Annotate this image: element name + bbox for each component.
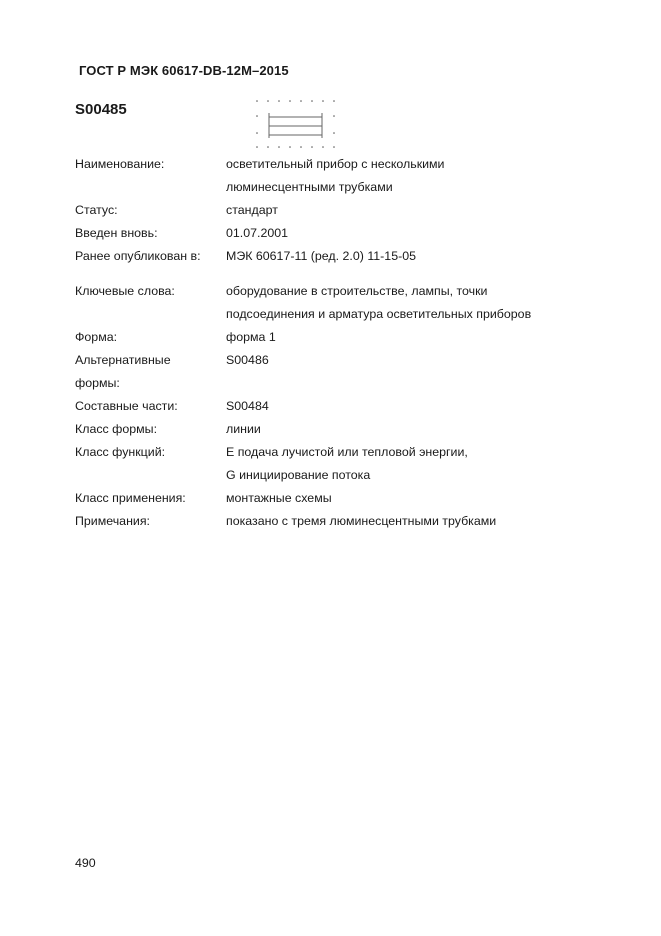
property-label: Введен вновь: [75,226,158,240]
value-line: монтажные схемы [226,491,332,505]
property-value [226,349,566,395]
property-introduced [75,222,566,245]
property-alternative-forms [75,349,566,395]
property-label: Класс применения: [75,491,186,505]
page-number: 490 [75,856,96,870]
property-previously-published [75,245,566,268]
document-header: ГОСТ Р МЭК 60617-DB-12M–2015 [79,63,289,78]
property-shape-class [75,418,566,441]
property-value [226,326,566,349]
property-value [226,487,566,510]
value-line: 01.07.2001 [226,226,289,240]
property-label [75,349,226,395]
value-line: показано с тремя люминесцентными трубками [226,514,497,528]
property-application-class [75,487,566,510]
property-keywords [75,280,566,326]
label-line: Альтернативные [75,353,171,367]
value-line: G инициирование потока [226,468,371,482]
value-line: S00484 [226,399,269,413]
property-value [226,245,566,268]
value-line: линии [226,422,261,436]
property-value [226,280,566,326]
property-status [75,199,566,222]
value-line: подсоединения и арматура осветительных приборов [226,307,532,321]
value-line: осветительный прибор с несколькими [226,157,445,171]
property-label: Форма: [75,330,118,344]
property-label: Наименование: [75,157,165,171]
value-line: стандарт [226,203,278,217]
value-line: S00486 [226,353,269,367]
property-label: Класс функций: [75,445,166,459]
property-name [75,153,566,199]
fluorescent-luminaire-three-tubes-icon [252,96,340,152]
property-label: Примечания: [75,514,150,528]
property-function-class [75,441,566,487]
label-line: формы: [75,376,120,390]
property-label: Ключевые слова: [75,284,175,298]
value-line: E подача лучистой или тепловой энергии, [226,445,468,459]
property-value [226,441,566,487]
property-form [75,326,566,349]
value-line: форма 1 [226,330,276,344]
property-value [226,510,566,533]
property-components [75,395,566,418]
property-value [226,199,566,222]
property-notes [75,510,566,533]
value-line: оборудование в строительстве, лампы, точки [226,284,488,298]
value-line: МЭК 60617-11 (ред. 2.0) 11-15-05 [226,249,416,263]
property-label: Класс формы: [75,422,158,436]
property-label: Ранее опубликован в: [75,249,201,263]
symbol-properties [75,153,566,533]
property-label: Статус: [75,203,118,217]
property-value [226,222,566,245]
property-value [226,418,566,441]
property-value [226,395,566,418]
property-value [226,153,566,199]
symbol-id: S00485 [75,101,127,118]
property-label: Составные части: [75,399,178,413]
value-line: люминесцентными трубками [226,180,393,194]
